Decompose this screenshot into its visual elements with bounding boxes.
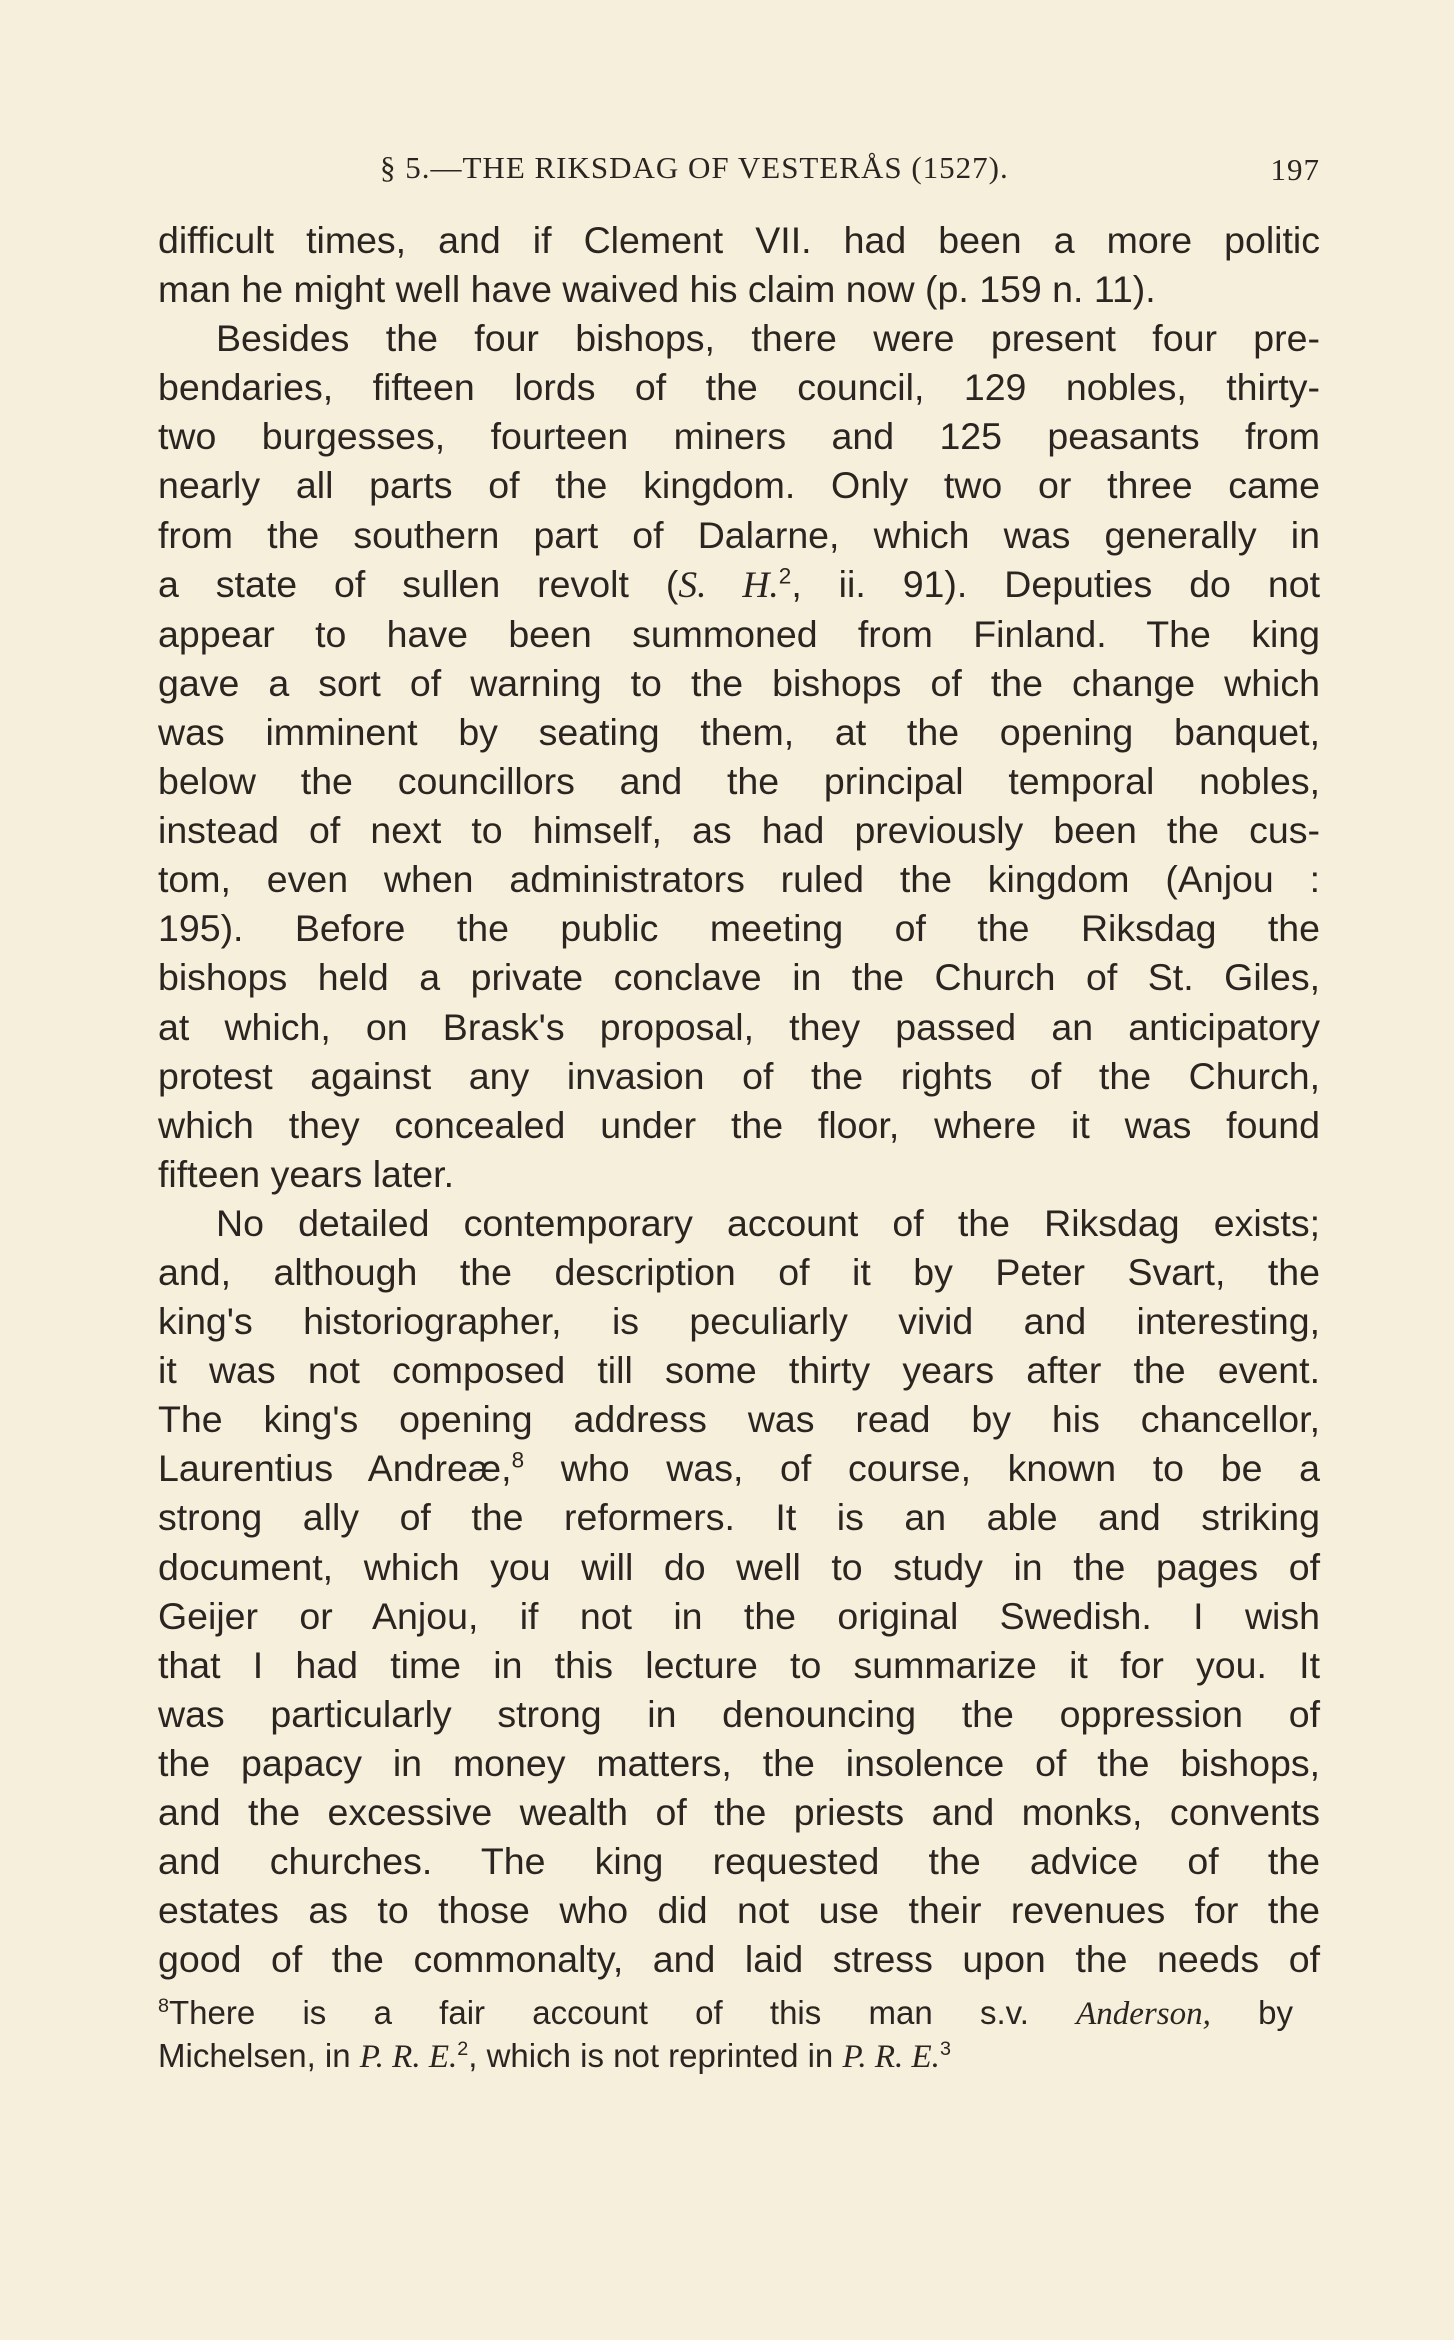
- footnote-marker: 8: [158, 1995, 170, 2017]
- text-line: 195). Before the public meeting of the Riksdag the: [158, 907, 1320, 950]
- text-line: below the councillors and the principal temporal nobles,: [158, 760, 1320, 803]
- text-line: protest against any invasion of the rights of the Church,: [158, 1054, 1320, 1097]
- text-line: bishops held a private conclave in the Church of St. Giles,: [158, 956, 1320, 999]
- text-segment: a state of sullen revolt (: [158, 562, 679, 605]
- footnote-ref-italic: P. R. E.: [842, 2039, 940, 2075]
- text-line: that I had time in this lecture to summarize it for you. It: [158, 1643, 1320, 1686]
- superscript: 3: [939, 2038, 951, 2060]
- text-line: The king's opening address was read by his chancellor,: [158, 1398, 1320, 1441]
- text-line: gave a sort of warning to the bishops of the change which: [158, 661, 1320, 704]
- text-line-with-footnote-ref: [158, 1444, 1320, 1493]
- footnote-italic-name: Anderson,: [1076, 1996, 1211, 2032]
- text-line: strong ally of the reformers. It is an able and striking: [158, 1496, 1320, 1539]
- text-line: bendaries, fifteen lords of the council, 129 nobles, thirty-: [158, 366, 1320, 409]
- footnote-ref-italic: P. R. E.: [359, 2039, 458, 2075]
- paragraph-2: [158, 314, 1320, 1199]
- text-line: two burgesses, fourteen miners and 125 peasants from: [158, 415, 1320, 458]
- text-line: difficult times, and if Clement VII. had been a more politic: [158, 219, 1320, 261]
- text-line: No detailed contemporary account of the Riksdag exists;: [216, 1201, 1320, 1244]
- footnote-text: Michelsen, in: [158, 2037, 351, 2074]
- text-line: tom, even when administrators ruled the kingdom (Anjou :: [158, 858, 1320, 901]
- paragraph-3: [158, 1199, 1320, 1985]
- text-segment: who was, of course, known to be a: [524, 1447, 1320, 1490]
- footnote-line: [158, 2035, 1293, 2078]
- text-line: fifteen years later.: [158, 1152, 454, 1195]
- text-line: was imminent by seating them, at the opening banquet,: [158, 710, 1320, 753]
- text-line: it was not composed till some thirty years after the event.: [158, 1349, 1320, 1392]
- body-text: [158, 216, 1320, 1984]
- superscript: 2: [778, 563, 792, 589]
- text-line: document, which you will do well to study in the pages of: [158, 1545, 1320, 1588]
- text-line: which they concealed under the floor, where it was found: [158, 1103, 1320, 1146]
- text-segment: , ii. 91). Deputies do not: [791, 562, 1320, 605]
- text-line: and churches. The king requested the advice of the: [158, 1840, 1320, 1883]
- running-head: [158, 150, 1320, 194]
- text-line-with-reference: [158, 560, 1320, 610]
- footnote-text: , which is not reprinted in: [468, 2037, 834, 2074]
- footnote-line: [158, 1992, 1293, 2035]
- footnote-marker: 8: [511, 1447, 525, 1473]
- footnote-text: by: [1210, 1994, 1293, 2031]
- text-line: from the southern part of Dalarne, which was generally in: [158, 513, 1320, 556]
- text-segment: Laurentius Andreæ,: [158, 1447, 512, 1490]
- text-line: at which, on Brask's proposal, they passed an anticipatory: [158, 1005, 1320, 1048]
- text-line: man he might well have waived his claim now (p. 159 n. 11).: [158, 268, 1156, 311]
- text-line: and, although the description of it by Peter Svart, the: [158, 1250, 1320, 1293]
- text-line: instead of next to himself, as had previously been the cus-: [158, 809, 1320, 852]
- paragraph-1: [158, 216, 1320, 314]
- text-line: and the excessive wealth of the priests and monks, convents: [158, 1791, 1320, 1833]
- text-line: king's historiographer, is peculiarly vivid and interesting,: [158, 1300, 1320, 1343]
- text-line: appear to have been summoned from Finland. The king: [158, 612, 1320, 655]
- superscript: 2: [457, 2038, 469, 2060]
- text-line: Geijer or Anjou, if not in the original Swedish. I wish: [158, 1594, 1320, 1637]
- text-line: good of the commonalty, and laid stress upon the needs of: [158, 1938, 1320, 1981]
- footnote: [158, 1992, 1293, 2078]
- text-line: was particularly strong in denouncing the oppression of: [158, 1692, 1320, 1735]
- text-line: estates as to those who did not use their revenues for the: [158, 1889, 1320, 1932]
- running-title: § 5.—THE RIKSDAG OF VESTERÅS (1527).: [380, 150, 1009, 185]
- footnote-text: There is a fair account of this man s.v.: [169, 1994, 1029, 2031]
- page-number: 197: [1270, 152, 1320, 187]
- text-line: the papacy in money matters, the insolence of the bishops,: [158, 1741, 1320, 1784]
- reference-italic: S. H.: [678, 564, 779, 606]
- text-line: nearly all parts of the kingdom. Only two or three came: [158, 464, 1320, 507]
- text-line: Besides the four bishops, there were present four pre-: [216, 317, 1320, 360]
